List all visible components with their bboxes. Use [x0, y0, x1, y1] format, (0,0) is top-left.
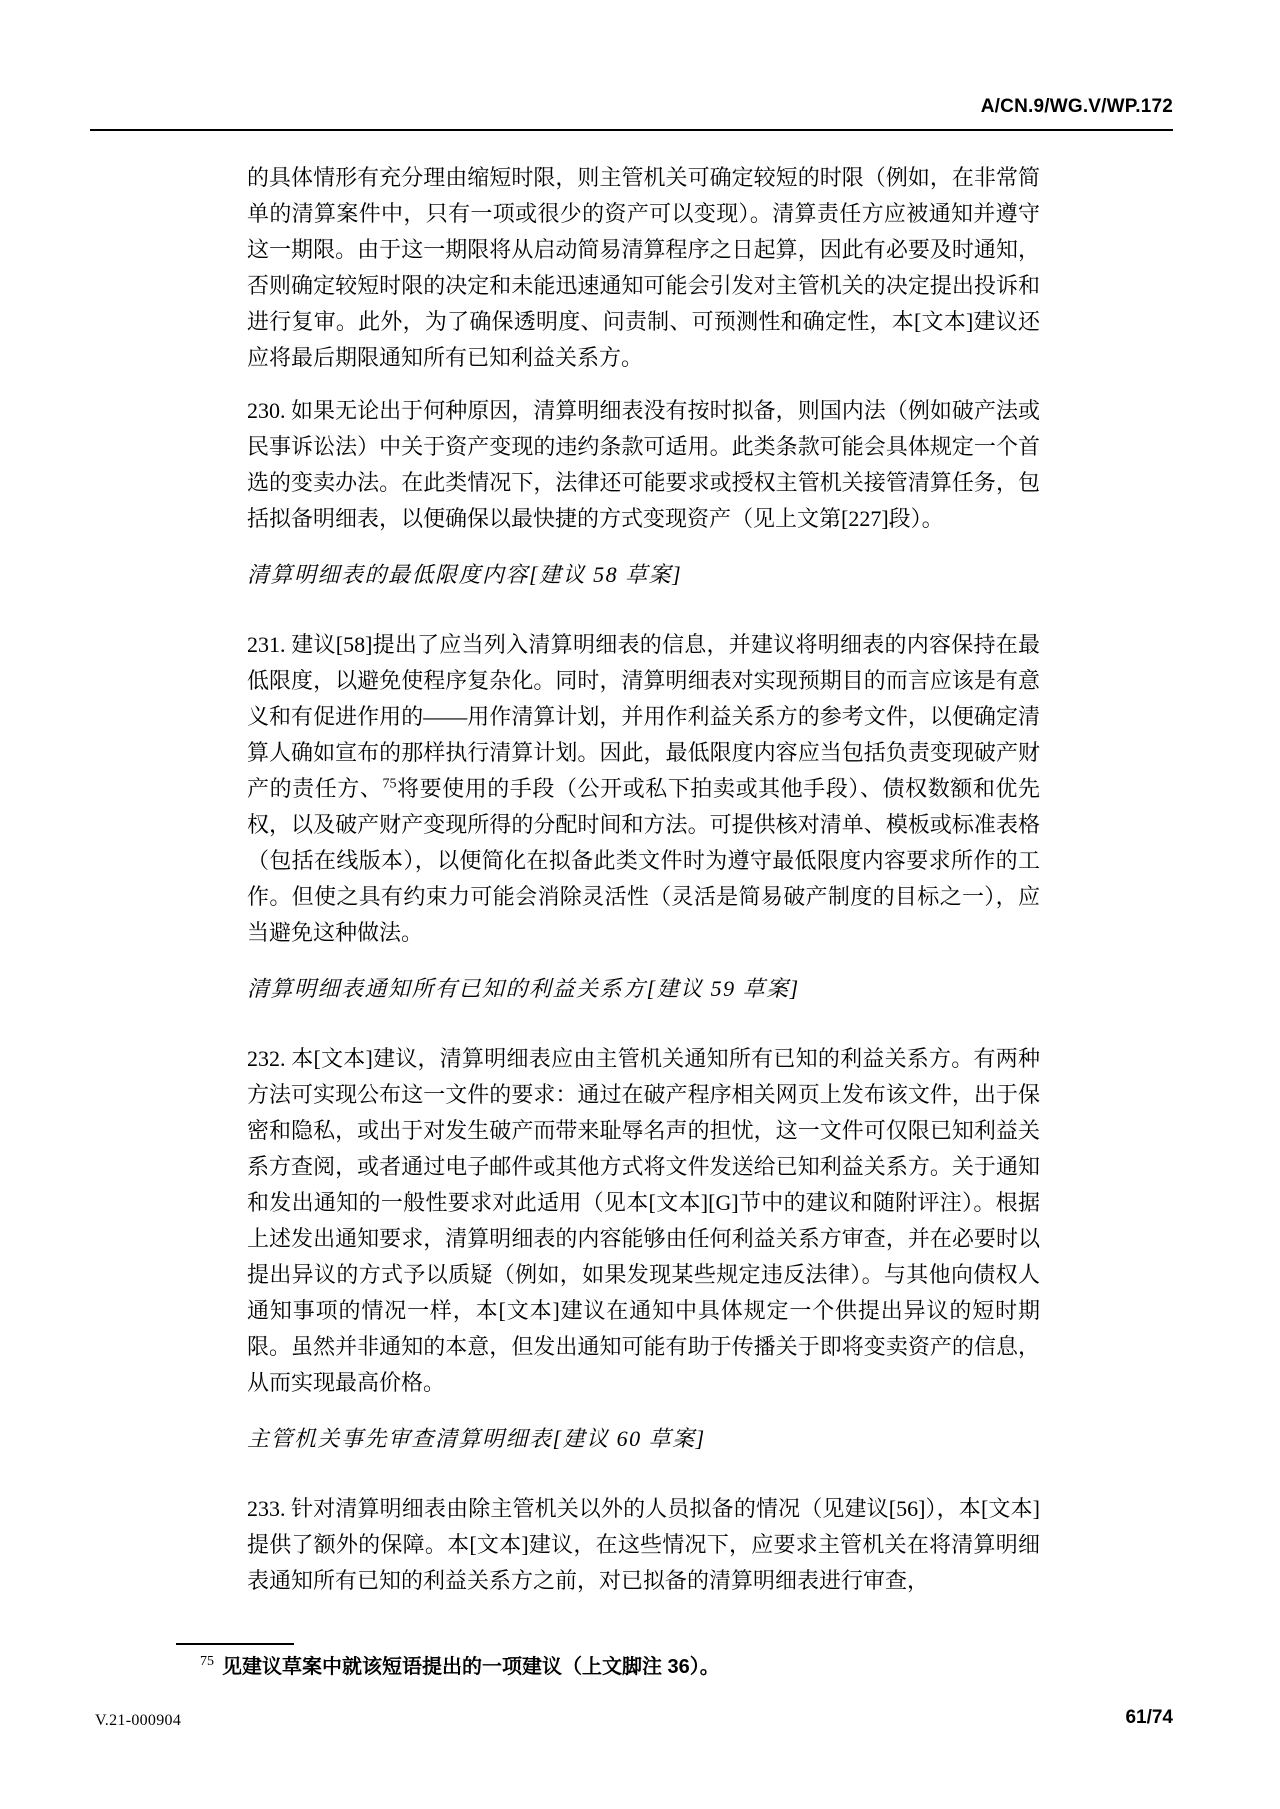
document-body	[247, 160, 1040, 1616]
page-number: 61/74	[1125, 1707, 1173, 1728]
footnote-divider	[176, 1643, 294, 1645]
footnote-75-reference: 75	[382, 776, 397, 792]
section-heading-recommendation-58: 清算明细表的最低限度内容[建议 58 草案]	[247, 562, 683, 587]
paragraph-232: 232. 本[文本]建议，清算明细表应由主管机关通知所有已知的利益关系方。有两种方法可实现公布这一文件的要求：通过在破产程序相关网页上发布该文件，出于保密和隐私，或出于对发生破产而带来耻辱名声的担忧，这一文件可仅限已知利益关系方查阅，或者通过电子邮件或其他方式将文件发送给已知利益关系方。关于通知和发出通知的一般性要求对此适用（见本[文本][G]节中的建议和随附评注）。根据上述发出通知要求，清算明细表的内容能够由任何利益关系方审查，并在必要时以提出异议的方式予以质疑（例如，如果发现某些规定违反法律）。与其他向债权人通知事项的情况一样，本[文本]建议在通知中具体规定一个供提出异议的短时期限。虽然并非通知的本意，但发出通知可能有助于传播关于即将变卖资产的信息，从而实现最高价格。	[247, 1046, 1040, 1395]
paragraph-231-text-before-ref: 231. 建议[58]提出了应当列入清算明细表的信息，并建议将明细表的内容保持在最低限度，以避免使程序复杂化。同时，清算明细表对实现预期目的而言应该是有意义和有促进作用的——用作清算计划，并用作利益关系方的参考文件，以便确定清算人确如宣布的那样执行清算计划。因此，最低限度内容应当包括负责变现破产财产的责任方、	[247, 632, 1040, 801]
paragraph-230: 230. 如果无论出于何种原因，清算明细表没有按时拟备，则国内法（例如破产法或民事诉讼法）中关于资产变现的违约条款可适用。此类条款可能会具体规定一个首选的变卖办法。在此类情况下，法律还可能要求或授权主管机关接管清算任务，包括拟备明细表，以便确保以最快捷的方式变现资产（见上文第[227]段）。	[247, 398, 1040, 531]
footnote-75-number: 75	[200, 1654, 214, 1670]
job-number: V.21-000904	[95, 1712, 182, 1729]
footnote-75-text: 见建议草案中就该短语提出的一项建议（上文脚注 36）。	[222, 1656, 720, 1678]
paragraph-233: 233. 针对清算明细表由除主管机关以外的人员拟备的情况（见建议[56]），本[文本]提供了额外的保障。本[文本]建议，在这些情况下，应要求主管机关在将清算明细表通知所有已知的利益关系方之前，对已拟备的清算明细表进行审查，	[247, 1496, 1040, 1593]
paragraph-229-continuation: 的具体情形有充分理由缩短时限，则主管机关可确定较短的时限（例如，在非常简单的清算案件中，只有一项或很少的资产可以变现）。清算责任方应被通知并遵守这一期限。由于这一期限将从启动简易清算程序之日起算，因此有必要及时通知，否则确定较短时限的决定和未能迅速通知可能会引发对主管机关的决定提出投诉和进行复审。此外，为了确保透明度、问责制、可预测性和确定性，本[文本]建议还应将最后期限通知所有已知利益关系方。	[247, 165, 1040, 370]
document-symbol: A/CN.9/WG.V/WP.172	[980, 96, 1173, 117]
section-heading-recommendation-60: 主管机关事先审查清算明细表[建议 60 草案]	[247, 1426, 706, 1451]
header-divider	[90, 129, 1173, 131]
section-heading-recommendation-59: 清算明细表通知所有已知的利益关系方[建议 59 草案]	[247, 976, 800, 1001]
paragraph-231	[247, 627, 1040, 951]
paragraph-231-text-after-ref: 将要使用的手段（公开或私下拍卖或其他手段）、债权数额和优先权，以及破产财产变现所得的分配时间和方法。可提供核对清单、模板或标准表格（包括在线版本），以便简化在拟备此类文件时为遵守最低限度内容要求所作的工作。但使之具有约束力可能会消除灵活性（灵活是简易破产制度的目标之一），应当避免这种做法。	[247, 776, 1040, 945]
footnote-75	[200, 1652, 1040, 1682]
